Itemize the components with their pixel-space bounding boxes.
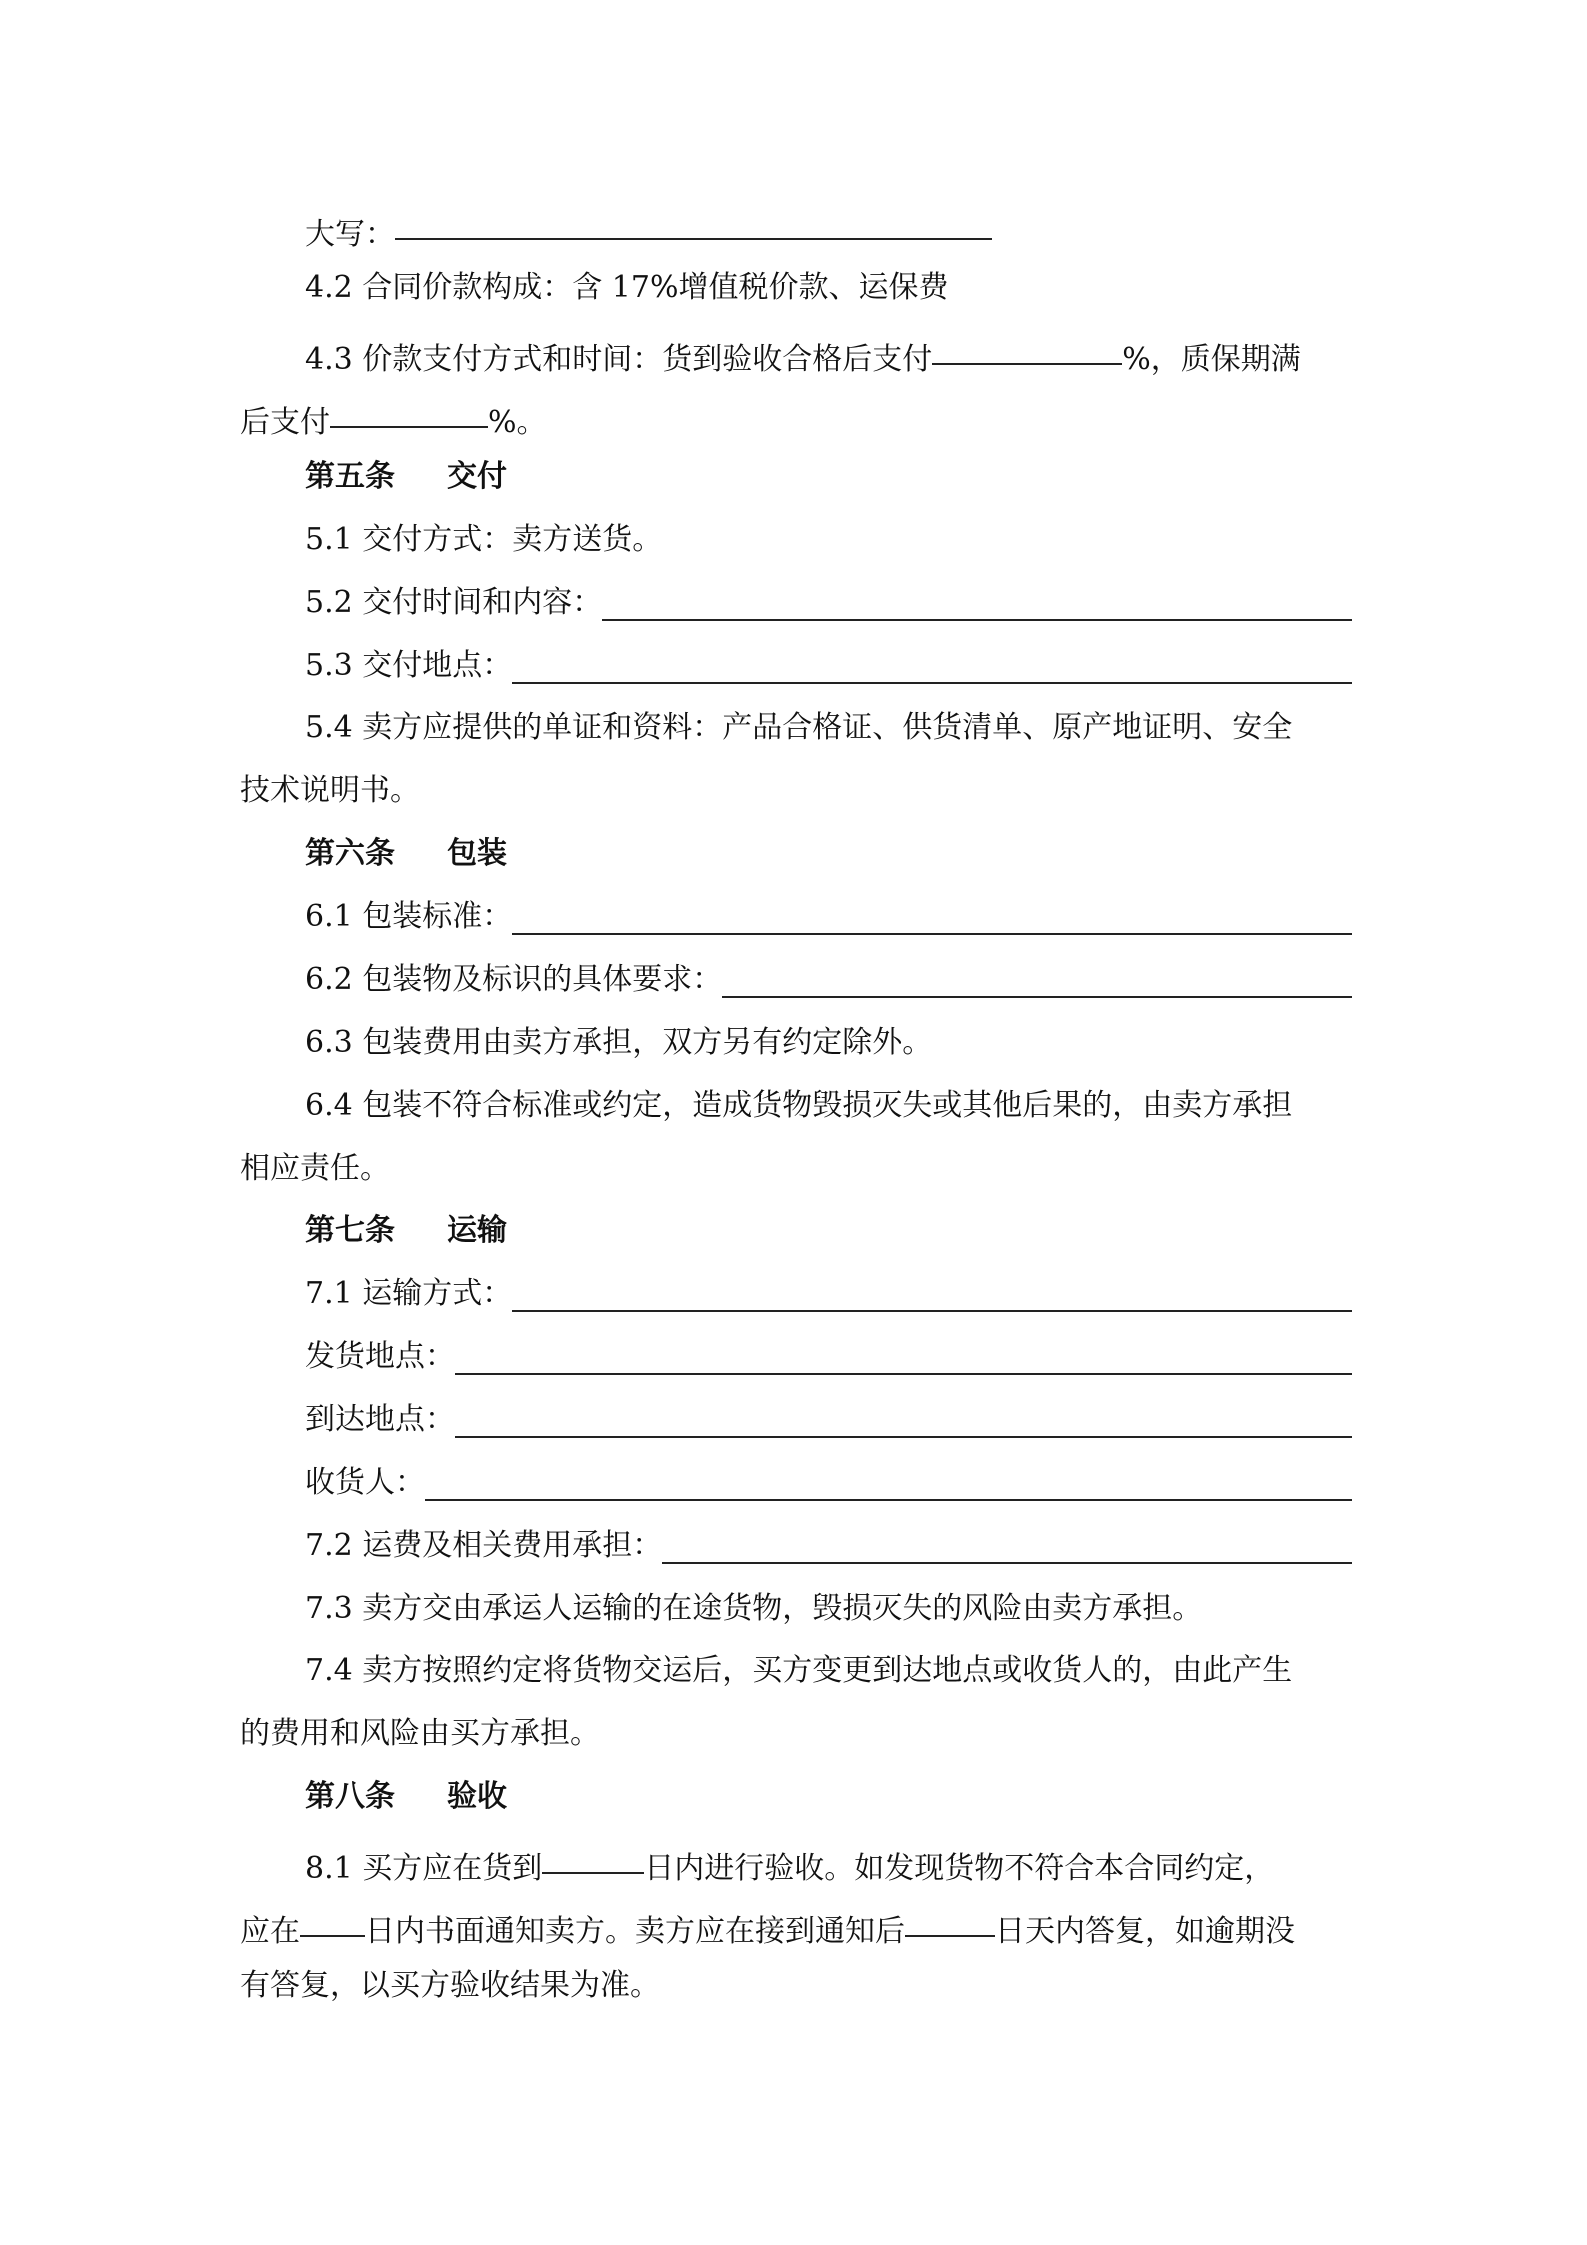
clause-8-1-line3: 有答复，以买方验收结果为准。 [240, 1968, 660, 2003]
consignee-blank [425, 1465, 1352, 1501]
article-6-title: 包装 [447, 836, 507, 871]
clause-7-1 [305, 1272, 1352, 1316]
article-6-heading [305, 832, 507, 876]
clause-6-1-label: 6.1 包装标准： [305, 899, 513, 934]
clause-4-2: 4.2 合同价款构成：含 17%增值税价款、运保费 [305, 270, 949, 305]
consignee-line [305, 1461, 1352, 1505]
clause-7-2-label: 7.2 运费及相关费用承担： [305, 1528, 663, 1563]
article-8-title: 验收 [447, 1779, 507, 1814]
clause-6-4-line1: 6.4 包装不符合标准或约定，造成货物毁损灭失或其他后果的，由卖方承担 [305, 1088, 1293, 1123]
arrival-place-blank [455, 1402, 1352, 1438]
inspection-days-blank [542, 1838, 644, 1874]
clause-5-2 [305, 581, 1352, 625]
shipping-place-line [305, 1335, 1352, 1379]
freight-cost-blank [662, 1528, 1352, 1564]
payment-percent-blank [932, 329, 1122, 365]
clause-5-3-label: 5.3 交付地点： [305, 648, 513, 683]
article-7-number: 第七条 [305, 1213, 395, 1248]
clause-7-4-line1: 7.4 卖方按照约定将货物交运后，买方变更到达地点或收货人的，由此产生 [305, 1653, 1293, 1688]
clause-7-4-line2: 的费用和风险由买方承担。 [240, 1716, 600, 1751]
clause-4-3-cont: 后支付 [240, 405, 330, 440]
shipping-place-label: 发货地点： [305, 1339, 455, 1374]
clause-4-3-text: 4.3 价款支付方式和时间：货到验收合格后支付 [305, 342, 933, 377]
clause-4-3-suffix: %，质保期满 [1122, 342, 1301, 377]
clause-6-2-label: 6.2 包装物及标识的具体要求： [305, 962, 723, 997]
clause-8-1-text-d: 日内书面通知卖方。卖方应在接到通知后 [365, 1914, 905, 1949]
clause-7-1-label: 7.1 运输方式： [305, 1276, 513, 1311]
clause-5-3 [305, 644, 1352, 688]
article-5-number: 第五条 [305, 459, 395, 494]
article-5-heading [305, 455, 507, 499]
arrival-place-label: 到达地点： [305, 1402, 455, 1437]
article-6-number: 第六条 [305, 836, 395, 871]
transport-method-blank [512, 1276, 1352, 1312]
clause-8-1-line2 [240, 1901, 1295, 1949]
clause-6-3: 6.3 包装费用由卖方承担，双方另有约定除外。 [305, 1025, 933, 1060]
arrival-place-line [305, 1398, 1352, 1442]
amount-in-words-blank [395, 204, 992, 240]
clause-4-3-line2 [240, 392, 547, 440]
consignee-label: 收货人： [305, 1465, 425, 1500]
article-8-number: 第八条 [305, 1779, 395, 1814]
clause-6-4-line2: 相应责任。 [240, 1151, 390, 1186]
warranty-percent-blank [330, 392, 488, 428]
delivery-time-blank [602, 585, 1352, 621]
clause-4-3-end: %。 [488, 405, 547, 440]
packaging-requirements-blank [722, 962, 1352, 998]
article-5-title: 交付 [447, 459, 507, 494]
clause-6-1 [305, 895, 1352, 939]
article-7-title: 运输 [447, 1213, 507, 1248]
clause-5-4-line2: 技术说明书。 [240, 773, 420, 808]
clause-6-2 [305, 958, 1352, 1002]
clause-4-3-line1 [305, 329, 1301, 377]
clause-8-1-text-e: 日天内答复，如逾期没 [995, 1914, 1295, 1949]
reply-days-blank [905, 1901, 995, 1937]
article-7-heading [305, 1209, 507, 1253]
packaging-standard-blank [512, 899, 1352, 935]
notice-days-blank [300, 1901, 365, 1937]
clause-8-1-line1 [305, 1838, 1275, 1886]
amount-in-words-line [305, 204, 992, 252]
clause-5-4-line1: 5.4 卖方应提供的单证和资料：产品合格证、供货清单、原产地证明、安全 [305, 710, 1293, 745]
clause-8-1-text-b: 日内进行验收。如发现货物不符合本合同约定， [644, 1851, 1275, 1886]
clause-7-3: 7.3 卖方交由承运人运输的在途货物，毁损灭失的风险由卖方承担。 [305, 1591, 1203, 1626]
clause-7-2 [305, 1524, 1352, 1568]
clause-8-1-text-c: 应在 [240, 1914, 300, 1949]
delivery-place-blank [512, 648, 1352, 684]
clause-5-2-label: 5.2 交付时间和内容： [305, 585, 603, 620]
shipping-place-blank [455, 1339, 1352, 1375]
article-8-heading [305, 1775, 507, 1819]
clause-8-1-text-a: 8.1 买方应在货到 [305, 1851, 543, 1886]
clause-5-1: 5.1 交付方式：卖方送货。 [305, 522, 663, 557]
amount-in-words-label: 大写： [305, 217, 395, 252]
